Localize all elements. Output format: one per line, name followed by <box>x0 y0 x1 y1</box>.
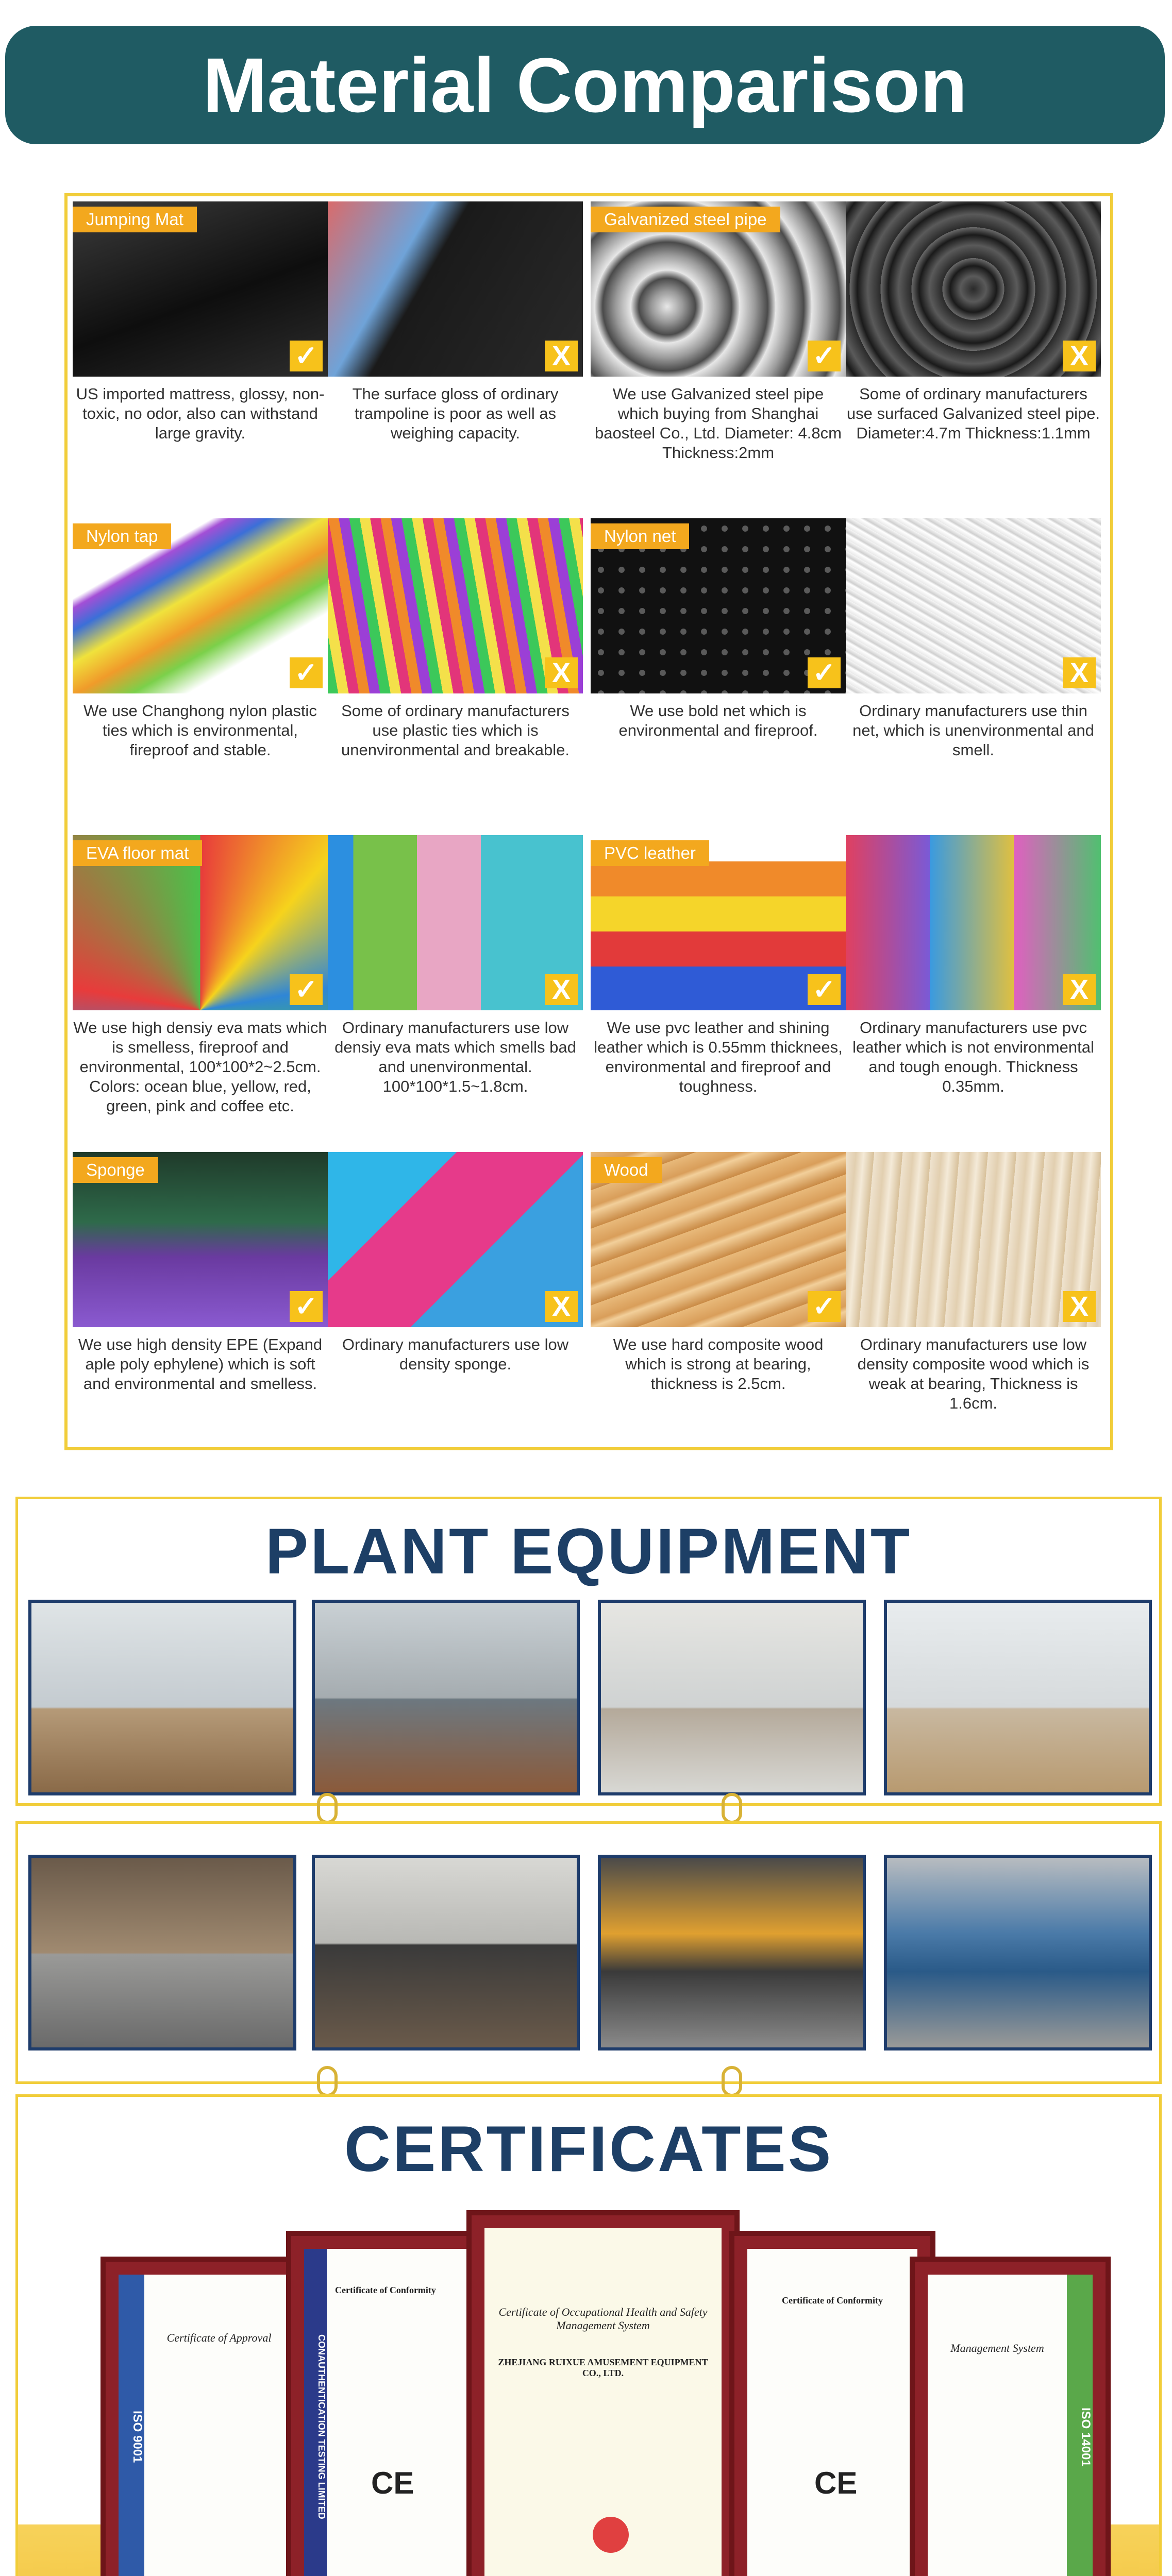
material-row <box>68 835 1110 1134</box>
certificate-frame <box>910 2257 1111 2576</box>
check-icon: ✓ <box>290 657 323 688</box>
material-cell-good <box>591 201 846 500</box>
material-tag: Galvanized steel pipe <box>591 207 780 232</box>
certificate-heading: Management System <box>950 2342 1044 2354</box>
check-icon: ✓ <box>808 657 841 688</box>
plant-photo <box>598 1855 866 2050</box>
certificate-side-label: CONAUTHENTICATION TESTING LIMITED <box>304 2249 327 2576</box>
material-row <box>68 518 1110 817</box>
plant-photo <box>598 1600 866 1795</box>
material-comparison-panel <box>64 193 1113 1450</box>
plant-equipment-panel <box>15 1497 1162 1806</box>
material-tag: Sponge <box>73 1157 158 1183</box>
material-cell-good <box>591 518 846 817</box>
certificate-frame <box>101 2257 307 2576</box>
certificates-panel <box>15 2094 1162 2576</box>
material-caption: Ordinary manufacturers use low density composite wood which is weak at bearing, Thickness is 1.6cm. <box>857 1335 1090 1412</box>
chain-link <box>317 2066 338 2097</box>
certificate-frame <box>286 2231 492 2576</box>
material-caption: We use bold net which is environmental and fireproof. <box>618 702 818 739</box>
cross-icon: X <box>1063 1291 1096 1322</box>
certificate-heading: Certificate of Conformity <box>782 2295 883 2306</box>
cross-icon: X <box>545 974 578 1005</box>
material-tag: Wood <box>591 1157 662 1183</box>
material-caption: Ordinary manufacturers use thin net, which is unenvironmental and smell. <box>852 702 1094 759</box>
material-caption: We use high densiy eva mats which is smelless, fireproof and environmental, 100*100*2~2.5cm. Colors: ocean blue, yellow, red, green, pink and coffee etc. <box>73 1019 327 1115</box>
check-icon: ✓ <box>290 1291 323 1322</box>
chain-link <box>317 1793 338 1824</box>
plant-photo <box>312 1855 580 2050</box>
certificate-frame <box>729 2231 935 2576</box>
certificate-frame <box>466 2210 740 2576</box>
material-tag: Jumping Mat <box>73 207 197 232</box>
material-cell-bad <box>328 201 583 500</box>
material-caption: We use Changhong nylon plastic ties which is environmental, fireproof and stable. <box>83 702 317 759</box>
page-title: Material Comparison <box>203 41 967 128</box>
chain-link <box>722 2066 742 2097</box>
check-icon: ✓ <box>808 974 841 1005</box>
certificates-title: CERTIFICATES <box>344 2113 833 2185</box>
material-caption: Some of ordinary manufacturers use plastic ties which is unenvironmental and breakable. <box>341 702 570 759</box>
plant-equipment-title: PLANT EQUIPMENT <box>265 1516 912 1587</box>
certificate-heading: Certificate of Approval <box>166 2331 272 2344</box>
material-caption: We use Galvanized steel pipe which buying from Shanghai baosteel Co., Ltd. Diameter: 4.8cm Thickness:2mm <box>594 385 842 462</box>
material-row <box>68 1152 1110 1451</box>
certificate-heading: Certificate of Occupational Health and Safety Management System <box>498 2306 708 2332</box>
check-icon: ✓ <box>290 341 323 371</box>
material-cell-bad <box>328 835 583 1134</box>
certificate-side-label: ISO 9001 <box>119 2275 144 2576</box>
chain-link <box>722 1793 742 1824</box>
material-caption: We use hard composite wood which is strong at bearing, thickness is 2.5cm. <box>613 1335 824 1393</box>
plant-photo <box>884 1600 1152 1795</box>
cross-icon: X <box>1063 341 1096 371</box>
material-caption: We use high density EPE (Expand aple poly ephylene) which is soft and environmental and smelless. <box>78 1335 323 1393</box>
material-caption: Ordinary manufacturers use low densiy eva mats which smells bad and unenvironmental. 100*100*1.5~1.8cm. <box>334 1019 576 1095</box>
material-tag: Nylon net <box>591 523 689 549</box>
cross-icon: X <box>1063 657 1096 688</box>
material-tag: EVA floor mat <box>73 840 202 866</box>
material-cell-good <box>591 835 846 1134</box>
cross-icon: X <box>545 1291 578 1322</box>
plant-equipment-panel-2 <box>15 1821 1162 2084</box>
certificate-heading: Certificate of Conformity <box>335 2285 436 2295</box>
check-icon: ✓ <box>290 974 323 1005</box>
cross-icon: X <box>1063 974 1096 1005</box>
material-cell-good <box>73 1152 328 1451</box>
material-cell-bad <box>846 201 1101 500</box>
ce-mark: CE <box>371 2466 414 2500</box>
material-caption: Some of ordinary manufacturers use surfaced Galvanized steel pipe. Diameter:4.7m Thickness:1.1mm <box>846 385 1100 442</box>
material-cell-bad <box>846 518 1101 817</box>
material-cell-good <box>73 201 328 500</box>
material-caption: US imported mattress, glossy, non-toxic, no odor, also can withstand large gravity. <box>76 385 325 442</box>
material-caption: Ordinary manufacturers use low density sponge. <box>342 1335 569 1373</box>
material-cell-bad <box>328 1152 583 1451</box>
material-cell-good <box>73 518 328 817</box>
plant-photo <box>884 1855 1152 2050</box>
material-cell-bad <box>846 835 1101 1134</box>
seal-icon <box>593 2517 629 2553</box>
material-tag: PVC leather <box>591 840 709 866</box>
ce-mark: CE <box>814 2466 858 2500</box>
certificate-side-label: ISO 14001 <box>1067 2275 1093 2576</box>
header-banner <box>5 26 1165 144</box>
material-caption: Ordinary manufacturers use pvc leather which is not environmental and tough enough. Thickness 0.35mm. <box>852 1019 1094 1095</box>
material-row <box>68 201 1110 500</box>
cross-icon: X <box>545 657 578 688</box>
check-icon: ✓ <box>808 1291 841 1322</box>
check-icon: ✓ <box>808 341 841 371</box>
material-cell-bad <box>846 1152 1101 1451</box>
material-cell-good <box>591 1152 846 1451</box>
plant-photo <box>28 1600 296 1795</box>
material-cell-bad <box>328 518 583 817</box>
material-caption: We use pvc leather and shining leather which is 0.55mm thicknees, environmental and fireproof and toughness. <box>594 1019 843 1095</box>
plant-photo <box>312 1600 580 1795</box>
cross-icon: X <box>545 341 578 371</box>
material-tag: Nylon tap <box>73 523 171 549</box>
material-cell-good <box>73 835 328 1134</box>
material-caption: The surface gloss of ordinary trampoline is poor as well as weighing capacity. <box>352 385 559 442</box>
plant-photo <box>28 1855 296 2050</box>
certificate-company: ZHEJIANG RUIXUE AMUSEMENT EQUIPMENT CO., LTD. <box>498 2357 708 2378</box>
